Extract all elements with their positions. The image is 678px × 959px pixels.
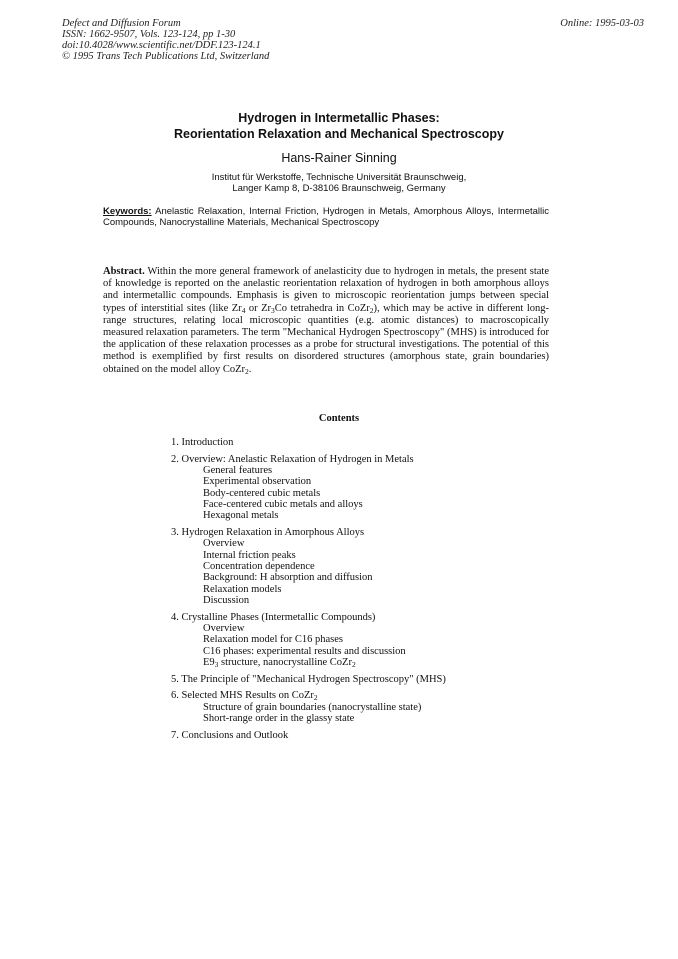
keywords-label: Keywords: (103, 206, 152, 217)
journal-name: Defect and Diffusion Forum (62, 18, 181, 29)
toc-subsection: Relaxation models (203, 583, 282, 595)
abstract-sub: 3 (271, 305, 275, 315)
title-line-2: Reorientation Relaxation and Mechanical Spectroscopy (174, 127, 504, 141)
paper-title (0, 110, 678, 142)
toc-section-7 (171, 730, 551, 741)
toc-sub: 2 (313, 693, 318, 703)
toc-subsection: Short-range order in the glassy state (203, 713, 355, 725)
toc-section-1 (171, 437, 551, 448)
abstract-text-4: ), which may be active in different long-range structures, relating local microscopic quantities (e.g. atomic distances) to macroscopically measured relaxation parameters. The term "Mechanical Hydrogen Spectroscopy" (MHS) is introduced for the application of these relaxation processes as a probe for structural investigations. The potential of this method is exemplified by first results on disordered structures (amorphous state, grain boundaries) obtained on the model alloy CoZr (103, 302, 549, 375)
toc-section-title: 7. Conclusions and Outlook (171, 729, 289, 741)
toc-sub: 3 (214, 659, 219, 669)
abstract-label: Abstract. (103, 266, 145, 277)
abstract (103, 266, 549, 376)
toc-section-title: 4. Crystalline Phases (Intermetallic Compounds) (171, 611, 376, 623)
toc-text: structure, nanocrystalline CoZr (218, 656, 352, 668)
toc-section-title: 3. Hydrogen Relaxation in Amorphous Alloys (171, 527, 365, 539)
title-line-1: Hydrogen in Intermetallic Phases: (238, 111, 440, 125)
abstract-text-2: or Zr (245, 302, 272, 314)
author: Hans-Rainer Sinning (281, 151, 397, 165)
toc-sub: 2 (351, 659, 356, 669)
toc-text: 6. Selected MHS Results on CoZr (171, 690, 314, 702)
toc-section-title: 1. Introduction (171, 437, 234, 448)
toc-section-title: 2. Overview: Anelastic Relaxation of Hydrogen in Metals (171, 453, 414, 465)
copyright: © 1995 Trans Tech Publications Ltd, Switzerland (62, 51, 270, 62)
toc-section-title: 5. The Principle of "Mechanical Hydrogen Spectroscopy" (MHS) (171, 673, 446, 685)
toc-subsection: Body-centered cubic metals (203, 487, 321, 499)
toc-subsection: Discussion (203, 594, 250, 606)
toc-subsection: Background: H absorption and diffusion (203, 572, 373, 584)
online-date: Online: 1995-03-03 (560, 18, 644, 29)
affiliation-line-1: Institut für Werkstoffe, Technische Universität Braunschweig, (211, 172, 467, 183)
toc-subsection: Hexagonal metals (203, 510, 279, 522)
doi: doi:10.4028/www.scientific.net/DDF.123-124.1 (62, 40, 261, 51)
toc-subsection: General features (203, 465, 273, 477)
keywords (103, 206, 549, 228)
toc-text: E9 (203, 656, 215, 668)
toc-section-2 (171, 454, 551, 522)
abstract-text-3: Co tetrahedra in CoZr (274, 302, 370, 314)
abstract-text-5: . (248, 363, 252, 375)
toc-section-5 (171, 674, 551, 685)
journal-header (62, 18, 269, 62)
toc-subsection: Experimental observation (203, 476, 312, 488)
toc-subsection (171, 657, 551, 668)
affiliation (0, 172, 678, 194)
affiliation-line-2: Langer Kamp 8, D-38106 Braunschweig, Germany (232, 183, 446, 194)
toc-subsection: Relaxation model for C16 phases (203, 634, 343, 646)
toc-subsection: Concentration dependence (203, 560, 315, 572)
toc-section-4 (171, 612, 551, 668)
abstract-sub: 4 (241, 305, 246, 315)
toc-subsection: Overview (203, 538, 245, 550)
keywords-text: Anelastic Relaxation, Internal Friction, Hydrogen in Metals, Amorphous Alloys, Intermetallic Compounds, Nanocrystalline Materials, Mechanical Spectroscopy (103, 206, 549, 228)
toc-section-title (171, 690, 551, 701)
toc-section-6 (171, 690, 551, 724)
contents-heading: Contents (318, 413, 360, 424)
toc-subsection: Face-centered cubic metals and alloys (203, 498, 363, 510)
toc-subsection: Overview (203, 622, 245, 634)
toc-subsection: Structure of grain boundaries (nanocrystalline state) (203, 701, 422, 713)
toc-subsection: Internal friction peaks (203, 549, 296, 561)
abstract-sub: 2 (369, 305, 374, 315)
toc-subsection: C16 phases: experimental results and discussion (203, 645, 406, 657)
table-of-contents (171, 437, 551, 747)
abstract-text-1: Within the more general framework of anelasticity due to hydrogen in metals, the present state of knowledge is reported on the anelastic reorientation relaxation of hydrogen in both amorphous alloys and intermetallic compounds. Emphasis is given to microscopic reorientation jumps between special types of interstitial sites (like Zr (103, 266, 549, 314)
abstract-sub: 2 (245, 366, 249, 376)
toc-section-3 (171, 527, 551, 606)
issn: ISSN: 1662-9507, Vols. 123-124, pp 1-30 (62, 29, 236, 40)
